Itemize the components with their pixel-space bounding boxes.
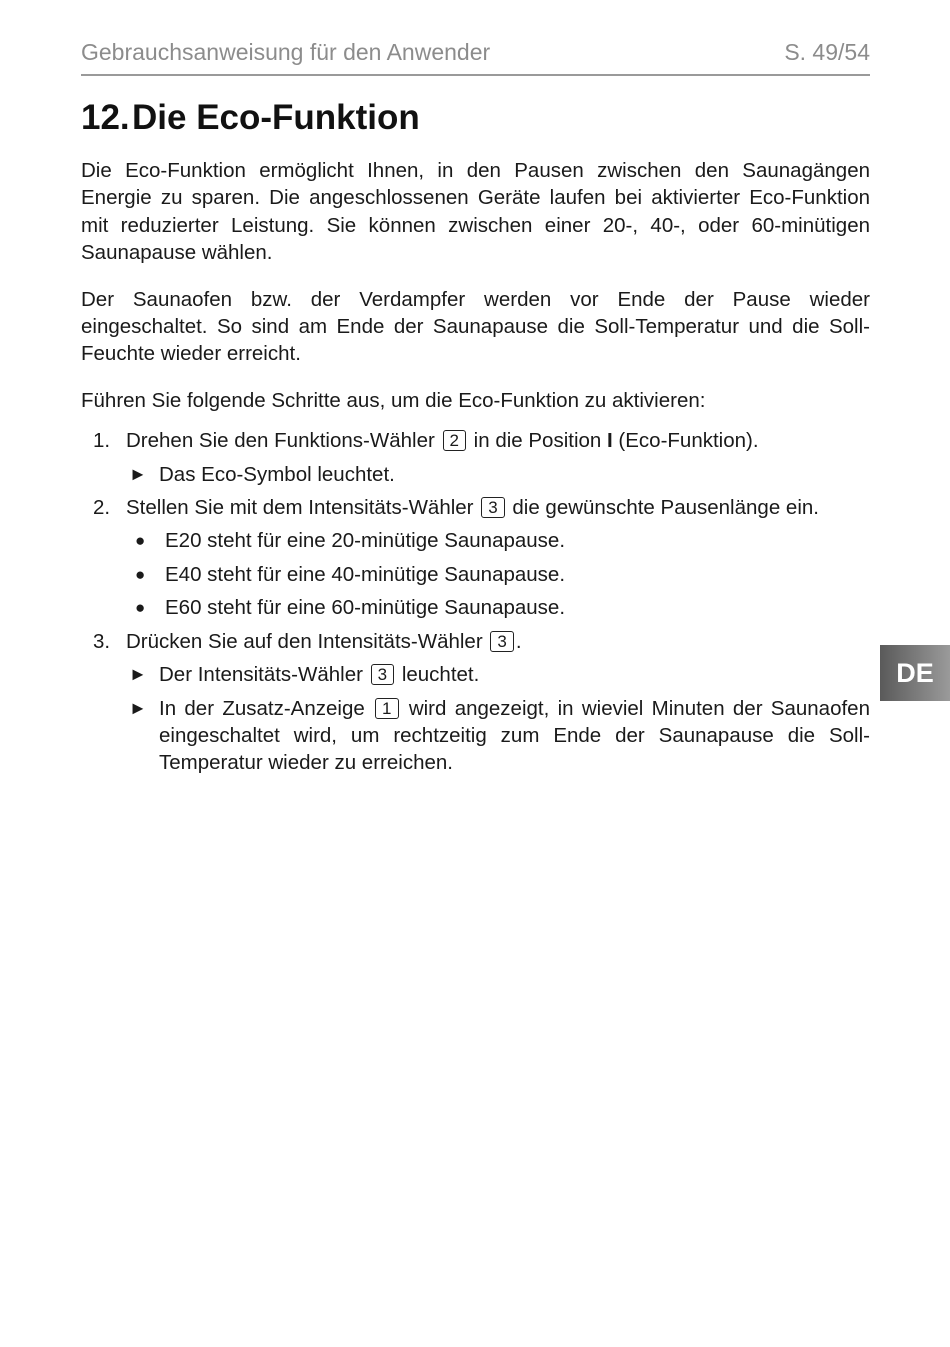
step-2 xyxy=(81,494,870,622)
result-text: In der Zusatz-Anzeige xyxy=(159,696,365,720)
section-number: 12. xyxy=(81,98,130,137)
bullet-item xyxy=(126,561,870,588)
result-text: Das Eco-Symbol leuchtet. xyxy=(159,462,395,486)
bullet-item xyxy=(126,527,870,554)
result-text: wird angezeigt, in wieviel Minuten der Saunaofen eingeschaltet wird, um rechtzeitig zum Ende der Saunapause die Soll-Temperatur wieder zu erreichen. xyxy=(159,696,870,775)
instructions-lead: Führen Sie folgende Schritte aus, um die Eco-Funktion zu aktivieren: xyxy=(81,388,706,412)
bullet-icon: ● xyxy=(135,564,146,584)
result-item xyxy=(126,461,870,488)
reference-box: 2 xyxy=(443,430,466,451)
step-3 xyxy=(81,628,870,777)
reference-box: 3 xyxy=(371,664,394,685)
step-text: (Eco-Funktion). xyxy=(618,429,759,453)
page-number: S. 49/54 xyxy=(784,39,870,65)
step-number: 2. xyxy=(93,496,111,520)
result-arrow-icon: ► xyxy=(129,463,147,484)
reference-box: 3 xyxy=(481,497,504,518)
step-text: . xyxy=(515,629,522,653)
section-title: Die Eco-Funktion xyxy=(132,98,420,137)
bullet-icon: ● xyxy=(135,598,146,618)
result-arrow-icon: ► xyxy=(129,697,147,718)
position-label: I xyxy=(607,429,613,453)
step-text: in die Position xyxy=(473,429,602,453)
bullet-text: E20 steht für eine 20-minütige Saunapause. xyxy=(165,529,566,553)
bullet-text: E60 steht für eine 60-minütige Saunapause. xyxy=(165,596,566,620)
step-number: 3. xyxy=(93,629,111,653)
section-heading xyxy=(81,98,420,138)
step-text: Drücken Sie auf den Intensitäts-Wähler xyxy=(126,629,483,653)
result-item xyxy=(126,661,870,688)
result-text: Der Intensitäts-Wähler xyxy=(159,663,363,687)
section-content xyxy=(81,157,870,777)
bullet-list xyxy=(126,527,870,621)
step-number: 1. xyxy=(93,429,111,453)
result-text: leuchtet. xyxy=(401,663,480,687)
intro-paragraph: Die Eco-Funktion ermöglicht Ihnen, in den Pausen zwischen den Saunagängen Energie zu sparen. Die angeschlossenen Geräte laufen bei aktivierter Eco-Funktion mit reduzierter Leistung. Sie können zwischen einer 20-, 40-, oder 60-minütigen Saunapause wählen. xyxy=(81,159,870,265)
step-text: Stellen Sie mit dem Intensitäts-Wähler xyxy=(126,496,474,520)
result-list xyxy=(126,461,870,488)
reference-box: 1 xyxy=(375,698,398,719)
bullet-text: E40 steht für eine 40-minütige Saunapause. xyxy=(165,562,566,586)
page-header xyxy=(81,38,870,76)
result-list xyxy=(126,661,870,777)
header-title: Gebrauchsanweisung für den Anwender xyxy=(81,39,491,65)
bullet-icon: ● xyxy=(135,531,146,551)
result-item xyxy=(126,695,870,777)
reference-box: 3 xyxy=(490,631,513,652)
bullet-item xyxy=(126,594,870,621)
heater-paragraph: Der Saunaofen bzw. der Verdampfer werden vor Ende der Pause wieder eingeschaltet. So sind am Ende der Saunapause die Soll-Temperatur und die Soll-Feuchte wieder erreicht. xyxy=(81,287,870,366)
step-text: die gewünschte Pausenlänge ein. xyxy=(512,496,819,520)
step-text: Drehen Sie den Funktions-Wähler xyxy=(126,429,435,453)
step-1 xyxy=(81,427,870,488)
language-tab: DE xyxy=(880,645,950,701)
step-list xyxy=(81,427,870,776)
result-arrow-icon: ► xyxy=(129,664,147,685)
